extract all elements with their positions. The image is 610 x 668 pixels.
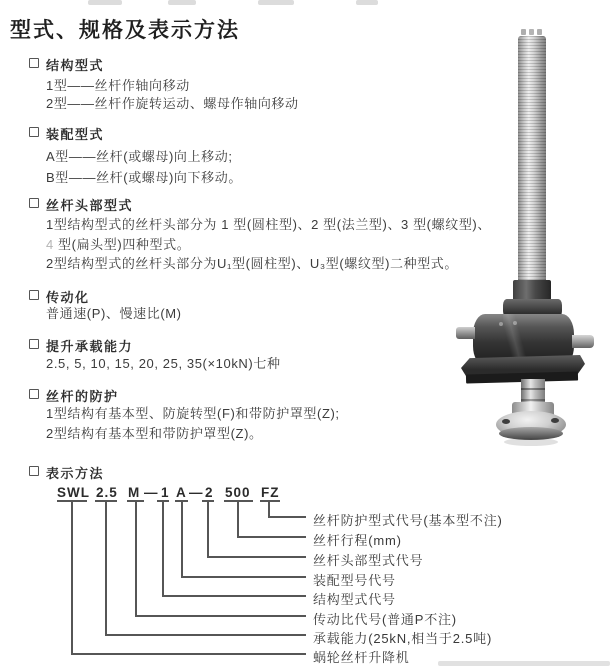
leader-line — [268, 516, 306, 518]
code-dash: — — [189, 485, 204, 500]
scan-artifact — [438, 661, 610, 666]
leader-line — [181, 576, 306, 578]
section-line: 2型——丝杆作旋转运动、螺母作轴向移动 — [46, 96, 299, 111]
leader-line — [105, 501, 107, 635]
leader-line — [237, 501, 239, 537]
screw-detail — [513, 321, 517, 325]
leader-line — [207, 501, 209, 557]
code-token-500: 500 — [225, 485, 251, 500]
section-heading: 提升承载能力 — [46, 339, 134, 354]
section-line: A型——丝杆(或螺母)向上移动; — [46, 149, 233, 164]
scan-artifact — [356, 0, 378, 5]
section-line: 2型结构型式的丝杆头部分为U₁型(圆柱型)、U₃型(螺纹型)二种型式。 — [46, 256, 459, 271]
leader-line — [71, 653, 306, 655]
section-line: 1型结构有基本型、防旋转型(F)和带防护罩型(Z); — [46, 406, 340, 421]
section-bullet-icon — [29, 198, 39, 208]
designation-label: 丝杆行程(mm) — [313, 533, 402, 548]
section-heading: 装配型式 — [46, 127, 105, 142]
leader-line — [135, 501, 137, 616]
leader-line — [71, 501, 73, 654]
leader-line — [268, 501, 270, 517]
leader-line — [237, 536, 306, 538]
section-line: 2.5, 5, 10, 15, 20, 25, 35(×10kN)七种 — [46, 356, 281, 371]
flange-shadow — [504, 438, 558, 446]
section-heading: 结构型式 — [46, 58, 105, 73]
section-bullet-icon — [29, 466, 39, 476]
section-bullet-icon — [29, 389, 39, 399]
leader-line — [207, 556, 306, 558]
designation-label: 蜗轮丝杆升降机 — [313, 650, 410, 665]
worm-shaft-left-image — [456, 327, 475, 339]
bolt-hole — [551, 418, 559, 423]
section-line: 2型结构有基本型和带防护罩型(Z)。 — [46, 426, 263, 441]
code-token-25: 2.5 — [96, 485, 118, 500]
code-dash: — — [144, 485, 159, 500]
section-line: 1型——丝杆作轴向移动 — [46, 78, 190, 93]
section-line: 1型结构型式的丝杆头部分为 1 型(圆柱型)、2 型(法兰型)、3 型(螺纹型)、 — [46, 217, 491, 232]
scan-artifact — [521, 29, 526, 35]
token-underline — [260, 500, 280, 502]
code-token-swl: SWL — [57, 485, 90, 500]
token-underline — [224, 500, 253, 502]
section-heading: 传动化 — [46, 290, 90, 305]
designation-label: 结构型式代号 — [313, 592, 396, 607]
leader-line — [135, 615, 306, 617]
section-bullet-icon — [29, 339, 39, 349]
section-heading: 丝杆头部型式 — [46, 198, 134, 213]
code-token-m: M — [128, 485, 141, 500]
section-line: B型——丝杆(或螺母)向下移动。 — [46, 170, 242, 185]
section-heading: 表示方法 — [46, 466, 105, 481]
leader-line — [105, 634, 306, 636]
scan-artifact — [88, 0, 122, 5]
section-bullet-icon — [29, 58, 39, 68]
section-bullet-icon — [29, 127, 39, 137]
code-token-1: 1 — [161, 485, 170, 500]
code-token-a: A — [176, 485, 187, 500]
section-bullet-icon — [29, 290, 39, 300]
designation-label: 丝杆防护型式代号(基本型不注) — [313, 513, 503, 528]
bolt-hole — [502, 419, 510, 424]
leader-line — [162, 501, 164, 596]
section-line: 普通速(P)、慢速比(M) — [46, 306, 182, 321]
designation-label: 传动比代号(普通P不注) — [313, 612, 457, 627]
leader-line — [181, 501, 183, 577]
designation-label: 承载能力(25kN,相当于2.5吨) — [313, 631, 493, 646]
code-token-2: 2 — [205, 485, 214, 500]
leader-line — [162, 595, 306, 597]
screw-rod-image — [518, 36, 546, 302]
scan-artifact — [168, 0, 196, 5]
designation-label: 丝杆头部型式代号 — [313, 553, 424, 568]
worm-shaft-right-image — [572, 335, 594, 348]
page-title: 型式、规格及表示方法 — [10, 19, 240, 42]
section-line: 4 型(扁头型)四种型式。 — [46, 237, 191, 252]
designation-label: 装配型号代号 — [313, 573, 396, 588]
scan-artifact — [258, 0, 294, 5]
screw-detail — [499, 322, 503, 326]
code-token-fz: FZ — [261, 485, 280, 500]
section-heading: 丝杆的防护 — [46, 389, 119, 404]
